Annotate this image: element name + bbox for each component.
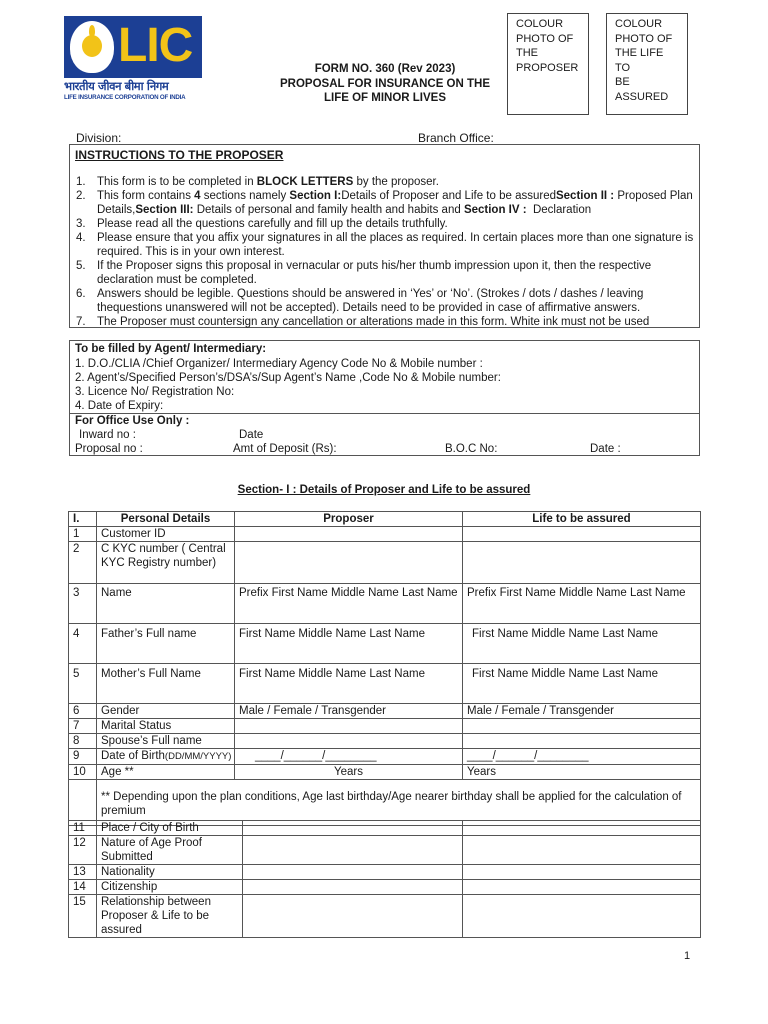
instruction-item bbox=[75, 189, 699, 217]
row-number: 5 bbox=[69, 664, 97, 704]
date2-field[interactable]: Date : bbox=[590, 443, 621, 455]
instruction-item bbox=[75, 315, 699, 329]
row-number: 2 bbox=[69, 542, 97, 584]
header-proposer: Proposer bbox=[235, 512, 463, 527]
proposer-name-field[interactable]: Prefix First Name Middle Name Last Name bbox=[235, 584, 463, 624]
instruction-text: If the Proposer signs this proposal in vernacular or puts his/her thumb impression upon it, then the respective declaration must be completed. bbox=[97, 260, 652, 286]
agent-box bbox=[69, 340, 700, 456]
logo-brand: LIC bbox=[118, 19, 193, 72]
form-number: FORM NO. 360 (Rev 2023) bbox=[314, 63, 456, 75]
row-label: Nature of Age Proof Submitted bbox=[97, 836, 243, 865]
assured-marital-status-field[interactable] bbox=[463, 719, 701, 734]
row-label: Gender bbox=[97, 704, 235, 719]
assured-mother-name-field[interactable]: First Name Middle Name Last Name bbox=[463, 664, 701, 704]
instruction-text: Please ensure that you affix your signatures in all the places as required. In certain places more than one signature is required. This is in your own interest. bbox=[97, 232, 694, 258]
instruction-number: 2. bbox=[76, 190, 86, 202]
photo-box-text: COLOUR bbox=[516, 18, 564, 30]
row-label: Place / City of Birth bbox=[97, 821, 243, 836]
row-label: Name bbox=[97, 584, 235, 624]
assured-ckyc-field[interactable] bbox=[463, 542, 701, 584]
proposer-spouse-name-field[interactable] bbox=[235, 734, 463, 749]
row-number: 13 bbox=[69, 865, 97, 880]
table-row bbox=[69, 749, 701, 765]
row-number: 4 bbox=[69, 624, 97, 664]
row-label: Age ** bbox=[97, 765, 235, 780]
table-row bbox=[69, 542, 701, 584]
table-row bbox=[69, 734, 701, 749]
photo-box-text: BE bbox=[615, 76, 630, 88]
assured-gender-options[interactable]: Male / Female / Transgender bbox=[463, 704, 701, 719]
assured-relationship-field[interactable] bbox=[463, 895, 701, 938]
photo-box-text: THE bbox=[516, 47, 538, 59]
instruction-item bbox=[75, 287, 699, 315]
row-number: 1 bbox=[69, 527, 97, 542]
agent-line-1[interactable]: 1. D.O./CLIA /Chief Organizer/ Intermediary Agency Code No & Mobile number : bbox=[75, 358, 483, 370]
row-label: Customer ID bbox=[97, 527, 235, 542]
photo-box-text: COLOUR bbox=[615, 18, 663, 30]
assured-dob-field[interactable]: ____/______/________ bbox=[463, 749, 701, 765]
personal-details-table bbox=[68, 511, 701, 826]
instruction-text: The Proposer must countersign any cancellation or alterations made in this form. White ink must not be used bbox=[97, 316, 650, 328]
age-note: ** Depending upon the plan conditions, Age last birthday/Age nearer birthday shall be applied for the calculation of premium bbox=[97, 780, 701, 826]
proposer-citizenship-field[interactable] bbox=[243, 880, 463, 895]
assured-father-name-field[interactable]: First Name Middle Name Last Name bbox=[463, 624, 701, 664]
table-row bbox=[69, 719, 701, 734]
instruction-text: This form contains 4 sections namely Section I:Details of Proposer and Life to be assuredSection II : Proposed Plan Details,Section III: Details of personal and family health and habits and Section IV : Declaration bbox=[97, 190, 693, 216]
assured-name-field[interactable]: Prefix First Name Middle Name Last Name bbox=[463, 584, 701, 624]
instruction-item bbox=[75, 259, 699, 287]
section-1-title: Section- I : Details of Proposer and Life to be assured bbox=[237, 484, 531, 496]
date-field[interactable]: Date bbox=[239, 429, 264, 441]
proposer-place-of-birth-field[interactable] bbox=[243, 821, 463, 836]
table-row bbox=[69, 865, 701, 880]
instructions-box bbox=[69, 144, 700, 328]
instruction-number: 3. bbox=[76, 218, 86, 230]
branch-office-label[interactable]: Branch Office: bbox=[418, 131, 494, 145]
instruction-item bbox=[75, 231, 699, 259]
proposer-nationality-field[interactable] bbox=[243, 865, 463, 880]
row-label: Citizenship bbox=[97, 880, 243, 895]
logo-english-name: LIFE INSURANCE CORPORATION OF INDIA bbox=[64, 94, 186, 101]
instruction-number: 5. bbox=[76, 260, 86, 272]
boc-no-field[interactable]: B.O.C No: bbox=[445, 443, 498, 455]
assured-nationality-field[interactable] bbox=[463, 865, 701, 880]
note-index-cell bbox=[69, 780, 97, 826]
page-number: 1 bbox=[684, 950, 691, 962]
lamp-hands-icon bbox=[70, 21, 114, 73]
row-label: Father’s Full name bbox=[97, 624, 235, 664]
row-label: C KYC number ( Central KYC Registry number) bbox=[97, 542, 235, 584]
agent-line-4[interactable]: 4. Date of Expiry: bbox=[75, 400, 164, 412]
inward-no-field[interactable]: Inward no : bbox=[79, 429, 136, 441]
row-number: 8 bbox=[69, 734, 97, 749]
form-title bbox=[260, 62, 510, 106]
assured-spouse-name-field[interactable] bbox=[463, 734, 701, 749]
table-header-row bbox=[69, 512, 701, 527]
life-assured-photo-box[interactable] bbox=[606, 13, 688, 115]
row-number: 7 bbox=[69, 719, 97, 734]
table-row bbox=[69, 664, 701, 704]
lic-logo bbox=[64, 16, 202, 104]
division-label[interactable]: Division: bbox=[76, 131, 122, 145]
row-label: Marital Status bbox=[97, 719, 235, 734]
proposer-marital-status-field[interactable] bbox=[235, 719, 463, 734]
agent-title: To be filled by Agent/ Intermediary: bbox=[75, 343, 267, 355]
dob-format-label: (DD/MM/YYYY) bbox=[164, 751, 232, 762]
photo-box-text: PROPOSER bbox=[516, 61, 579, 74]
row-number: 15 bbox=[69, 895, 97, 938]
amt-deposit-field[interactable]: Amt of Deposit (Rs): bbox=[233, 443, 337, 455]
row-label: Relationship between Proposer & Life to be assured bbox=[97, 895, 243, 938]
photo-box-text: THE LIFE TO bbox=[615, 47, 664, 74]
table-row bbox=[69, 527, 701, 542]
table-row bbox=[69, 821, 701, 836]
table-row bbox=[69, 880, 701, 895]
logo-hindi-name: भारतीय जीवन बीमा निगम bbox=[64, 79, 169, 93]
table-row bbox=[69, 765, 701, 780]
instructions-list bbox=[75, 175, 699, 329]
agent-line-3[interactable]: 3. Licence No/ Registration No: bbox=[75, 386, 235, 398]
table-row bbox=[69, 836, 701, 865]
office-use-title: For Office Use Only : bbox=[75, 415, 190, 427]
header-personal-details: Personal Details bbox=[97, 512, 235, 527]
table-row bbox=[69, 584, 701, 624]
instruction-text: Answers should be legible. Questions should be answered in ‘Yes’ or ‘No’. (Strokes / dots / dashes / leaving thequestions unanswered will not be accepted). Details need to be provided in case of affirmative answers. bbox=[97, 288, 644, 314]
instructions-title: INSTRUCTIONS TO THE PROPOSER bbox=[75, 148, 284, 162]
instruction-number: 1. bbox=[76, 176, 86, 188]
proposer-father-name-field[interactable]: First Name Middle Name Last Name bbox=[235, 624, 463, 664]
instruction-number: 6. bbox=[76, 288, 86, 300]
row-number: 9 bbox=[69, 749, 97, 765]
dob-label: Date of Birth bbox=[101, 750, 165, 762]
assured-place-of-birth-field[interactable] bbox=[463, 821, 701, 836]
table-row bbox=[69, 895, 701, 938]
instruction-item bbox=[75, 175, 699, 189]
instruction-item bbox=[75, 217, 699, 231]
row-label: Nationality bbox=[97, 865, 243, 880]
assured-age-field[interactable]: Years bbox=[463, 765, 701, 780]
row-number: 3 bbox=[69, 584, 97, 624]
proposer-age-proof-field[interactable] bbox=[243, 836, 463, 865]
personal-details-table-continued bbox=[68, 820, 701, 938]
photo-box-text: ASSURED bbox=[615, 90, 669, 103]
form-title-line2: LIFE OF MINOR LIVES bbox=[323, 92, 447, 104]
header-index: I. bbox=[69, 512, 97, 527]
header-life-assured: Life to be assured bbox=[463, 512, 701, 527]
table-row bbox=[69, 704, 701, 719]
proposer-age-field[interactable]: Years bbox=[235, 765, 463, 780]
proposer-mother-name-field[interactable]: First Name Middle Name Last Name bbox=[235, 664, 463, 704]
assured-customer-id-field[interactable] bbox=[463, 527, 701, 542]
row-number: 6 bbox=[69, 704, 97, 719]
proposal-no-field[interactable]: Proposal no : bbox=[75, 443, 143, 455]
instruction-text: Please read all the questions carefully and fill up the details truthfully. bbox=[97, 218, 448, 230]
form-title-line1: PROPOSAL FOR INSURANCE ON THE bbox=[280, 77, 490, 90]
proposer-ckyc-field[interactable] bbox=[235, 542, 463, 584]
agent-line-2[interactable]: 2. Agent’s/Specified Person’s/DSA’s/Sup Agent’s Name ,Code No & Mobile number: bbox=[75, 372, 501, 384]
proposer-relationship-field[interactable] bbox=[243, 895, 463, 938]
instruction-number: 7. bbox=[76, 316, 86, 328]
instruction-text: This form is to be completed in BLOCK LETTERS by the proposer. bbox=[97, 176, 439, 188]
proposer-photo-box[interactable] bbox=[507, 13, 589, 115]
row-number: 14 bbox=[69, 880, 97, 895]
row-label: Spouse’s Full name bbox=[97, 734, 235, 749]
assured-citizenship-field[interactable] bbox=[463, 880, 701, 895]
proposer-gender-options[interactable]: Male / Female / Transgender bbox=[235, 704, 463, 719]
row-label: Mother’s Full Name bbox=[97, 664, 235, 704]
row-label bbox=[97, 749, 235, 765]
row-number: 10 bbox=[69, 765, 97, 780]
photo-box-text: PHOTO OF bbox=[516, 32, 574, 45]
row-number: 12 bbox=[69, 836, 97, 865]
proposer-dob-field[interactable]: ____/______/________ bbox=[235, 749, 463, 765]
photo-box-text: PHOTO OF bbox=[615, 32, 673, 45]
logo-background bbox=[64, 16, 202, 78]
assured-age-proof-field[interactable] bbox=[463, 836, 701, 865]
proposer-customer-id-field[interactable] bbox=[235, 527, 463, 542]
row-number: 11 bbox=[69, 821, 97, 836]
table-row bbox=[69, 780, 701, 826]
table-row bbox=[69, 624, 701, 664]
instruction-number: 4. bbox=[76, 232, 86, 244]
